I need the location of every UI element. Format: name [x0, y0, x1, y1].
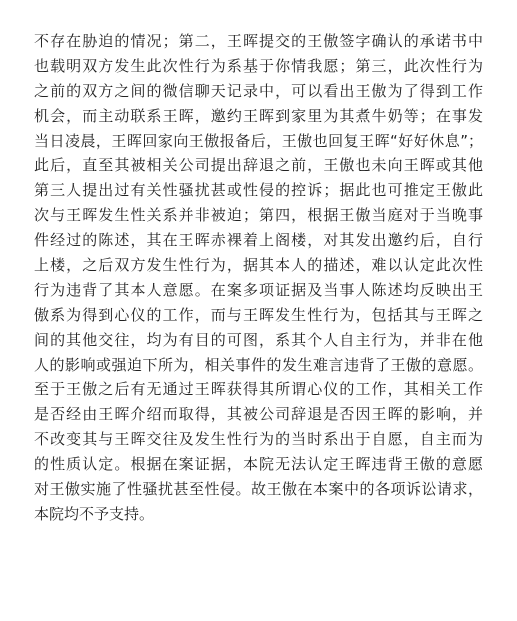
text-line-14: 人的影响或强迫下所为，相关事件的发生难言违背了王傲的意愿。	[34, 355, 483, 374]
text-line-1: 不存在胁迫的情况；第二，王晖提交的王傲签字确认的承诺书中	[34, 32, 483, 50]
text-line-12: 傲系为得到心仪的工作，而与王晖发生性行为，包括其与王晖之	[34, 305, 483, 324]
text-line-6: 此后，直至其被相关公司提出辞退之前，王傲也未向王晖或其他	[34, 156, 483, 175]
text-line-19: 对王傲实施了性骚扰甚至性侵。故王傲在本案中的各项诉讼请求，	[34, 480, 483, 499]
text-line-7: 第三人提出过有关性骚扰甚或性侵的控诉；据此也可推定王傲此	[34, 181, 483, 200]
text-line-10: 上楼，之后双方发生性行为，据其本人的描述，难以认定此次性	[34, 256, 483, 275]
text-line-15: 至于王傲之后有无通过王晖获得其所谓心仪的工作，其相关工作	[34, 380, 483, 399]
text-line-2: 也载明双方发生此次性行为系基于你情我愿；第三，此次性行为	[34, 56, 483, 75]
text-line-3: 之前的双方之间的微信聊天记录中，可以看出王傲为了得到工作	[34, 81, 483, 100]
text-line-17: 不改变其与王晖交往及发生性行为的当时系出于自愿，自主而为	[34, 430, 483, 449]
text-line-13: 间的其他交往，均为有目的可图，系其个人自主行为，并非在他	[34, 330, 483, 349]
text-line-5: 当日凌晨，王晖回家向王傲报备后，王傲也回复王晖“好好休息”；	[34, 131, 483, 150]
text-line-4: 机会，而主动联系王晖，邀约王晖到家里为其煮牛奶等；在事发	[34, 106, 483, 125]
text-line-20: 本院均不予支持。	[34, 504, 155, 523]
text-line-16: 是否经由王晖介绍而取得，其被公司辞退是否因王晖的影响，并	[34, 405, 483, 424]
text-line-8: 次与王晖发生性关系并非被迫；第四，根据王傲当庭对于当晚事	[34, 206, 483, 225]
text-line-11: 行为违背了其本人意愿。在案多项证据及当事人陈述均反映出王	[34, 280, 483, 299]
text-line-9: 件经过的陈述，其在王晖赤裸着上阁楼，对其发出邀约后，自行	[34, 231, 483, 250]
text-line-18: 的性质认定。根据在案证据，本院无法认定王晖违背王傲的意愿	[34, 455, 483, 474]
